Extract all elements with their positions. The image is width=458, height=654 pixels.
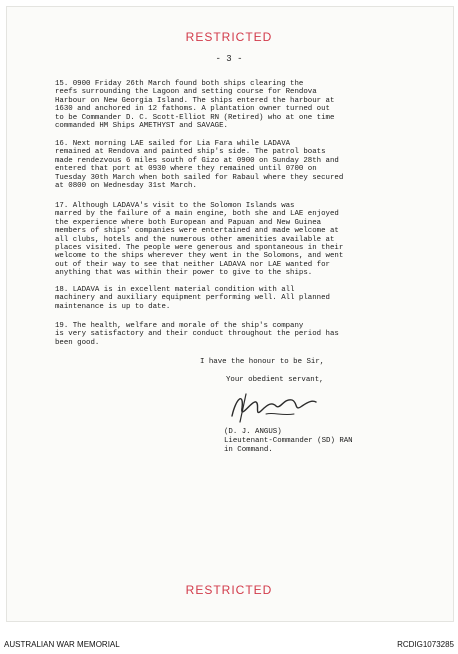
handwritten-signature (222, 388, 322, 424)
archive-source-label: AUSTRALIAN WAR MEMORIAL (4, 640, 120, 649)
signer-command: in Command. (224, 446, 273, 454)
signer-rank: Lieutenant-Commander (SD) RAN (224, 437, 353, 445)
paragraph-19: 19. The health, welfare and morale of the ship's company is very satisfactory and their conduct throughout the period has been good. (55, 322, 339, 347)
paragraph-16: 16. Next morning LAE sailed for Lia Fara while LADAVA remained at Rendova and painted ship's side. The patrol boats made rendezvous 6 miles south of Gizo at 0900 on Sunday 28th and entered that port at 0930 where they remained until 0700 on Tuesday 30th March when both sailed for Rabaul where they secured at 0800 on Wednesday 31st March. (55, 140, 344, 191)
paragraph-15: 15. 0900 Friday 26th March found both ships clearing the reefs surrounding the Lagoon and setting course for Rendova Harbour on New Georgia Island. The ships entered the harbour at 1630 and anchored in 12 fathoms. A plantation owner turned out to be Commander D. C. Scott-Elliot RN (Retired) who at one time commanded HM Ships AMETHYST and SAVAGE. (55, 80, 335, 131)
signer-name: (D. J. ANGUS) (224, 428, 282, 436)
restricted-stamp-top: RESTRICTED (185, 30, 273, 44)
page-number: - 3 - (215, 54, 243, 64)
paragraph-17: 17. Although LADAVA's visit to the Solomon Islands was marred by the failure of a main engine, both she and LAE enjoyed the experience where both European and Papuan and New Guinea members of ships' companies were entertained and made welcome at all clubs, hotels and the numerous other amenities available at places visited. The people were generous and spontaneous in their welcome to the ships wherever they went in the Solomons, and went out of their way to see that neither LADAVA nor LAE wanted for anything that was within their power to give to the ships. (55, 202, 344, 278)
restricted-stamp-bottom: RESTRICTED (185, 583, 273, 597)
closing-honour: I have the honour to be Sir, (200, 358, 325, 366)
paragraph-18: 18. LADAVA is in excellent material condition with all machinery and auxiliary equipment performing well. All planned maintenance is up to date. (55, 286, 330, 311)
closing-obedient: Your obedient servant, (226, 376, 324, 384)
archive-reference-id: RCDIG1073285 (397, 640, 454, 649)
